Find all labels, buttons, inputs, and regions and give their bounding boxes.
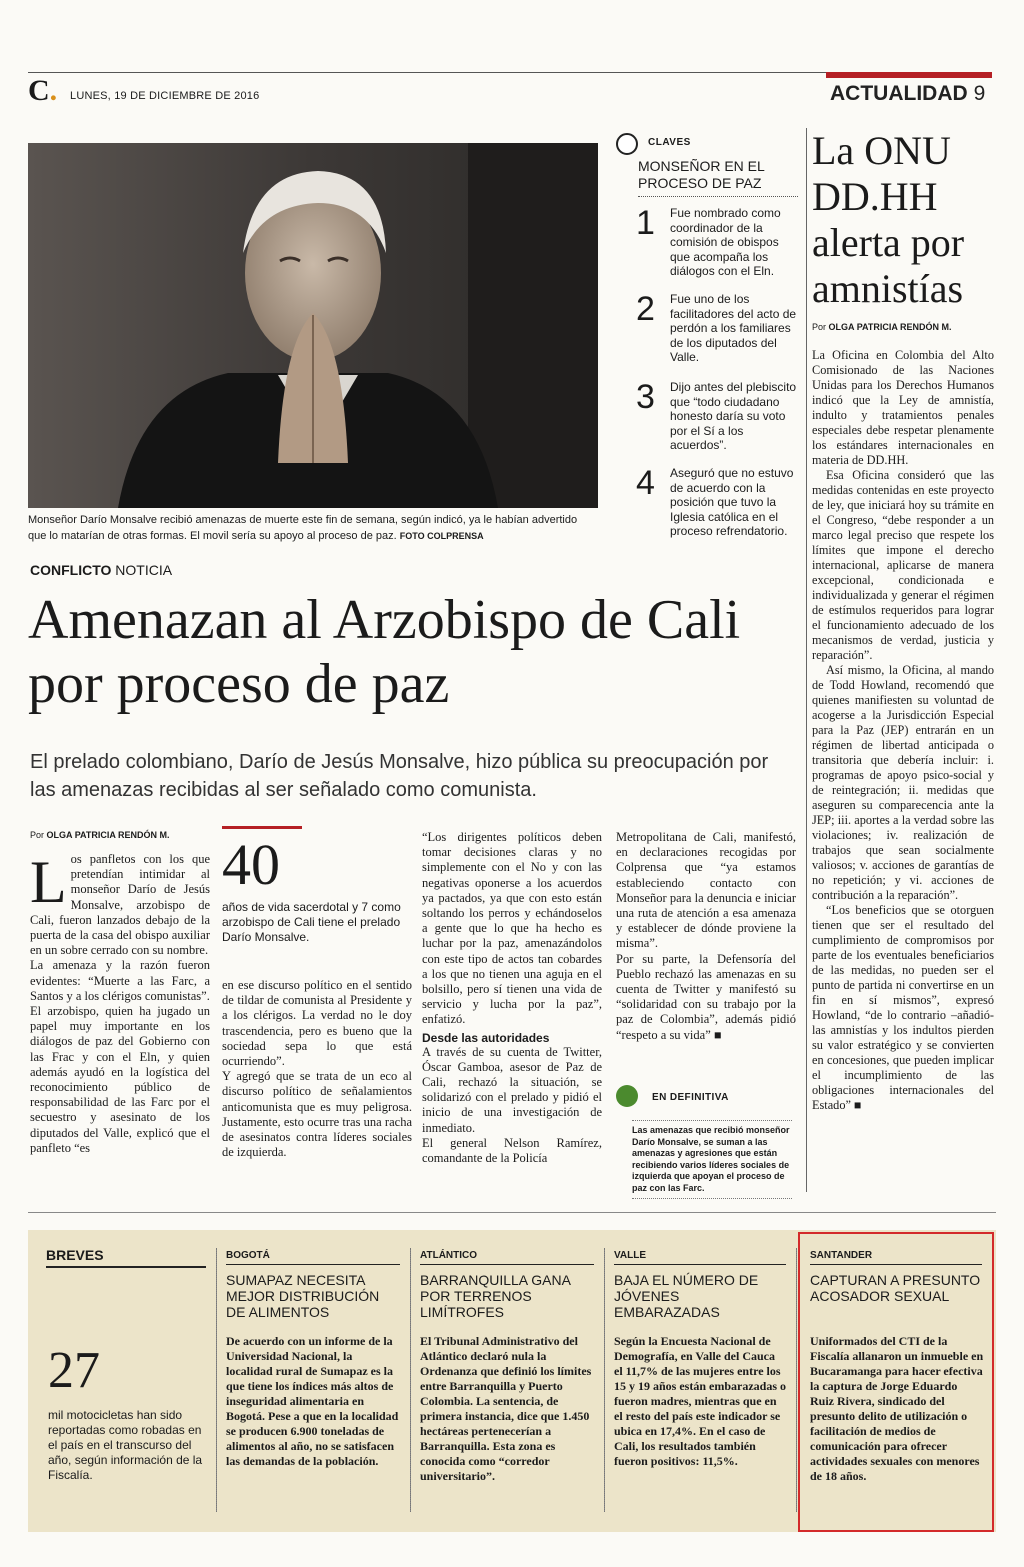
claves-icon xyxy=(616,133,638,155)
breve-place: ATLÁNTICO xyxy=(420,1250,594,1265)
article-byline: Por OLGA PATRICIA RENDÓN M. xyxy=(30,830,170,840)
page-number: 9 xyxy=(973,82,986,105)
paragraph: La Oficina en Colombia del Alto Comisionado de las Naciones Unidas para los Derechos Humanos indicó que la Ley de amnistía, indulto y tratamientos penales especiales debe respetar plenamente los estándares internacionales en materia de DD.HH. xyxy=(812,348,994,467)
article-column-3 xyxy=(422,830,602,1166)
breves-divider xyxy=(604,1248,605,1512)
breve-place: SANTANDER xyxy=(810,1250,982,1265)
section-accent-bar xyxy=(826,72,992,78)
clave-item xyxy=(630,292,800,362)
breve-place: VALLE xyxy=(614,1250,786,1265)
claves-label: CLAVES xyxy=(648,137,691,148)
stat-text: años de vida sacerdotal y 7 como arzobispo de Cali tiene el prelado Darío Monsalve. xyxy=(222,900,401,944)
sidebar-body xyxy=(812,348,994,1113)
breves-divider xyxy=(410,1248,411,1512)
subhead: Desde las autoridades xyxy=(422,1030,550,1045)
stat-number: 40 xyxy=(222,832,280,897)
sidebar-divider xyxy=(806,128,807,1192)
article-column-4 xyxy=(616,830,796,1043)
sidebar-headline: La ONU DD.HH alerta por amnistías xyxy=(812,128,965,311)
breve-title: BARRANQUILLA GANA POR TERRENOS LIMÍTROFES xyxy=(420,1272,571,1320)
breves-divider xyxy=(216,1248,217,1512)
photo-caption: Monseñor Darío Monsalve recibió amenazas de muerte este fin de semana, según indicó, ya le habían advertido que lo matarían de otras formas. El movil sería su apoyo al proceso de paz. FOTO COLPRENSA xyxy=(28,514,578,542)
archbishop-photo xyxy=(28,143,598,508)
band-top-rule xyxy=(28,1212,996,1213)
article-column-2 xyxy=(222,978,412,1160)
dropcap: L xyxy=(30,849,67,915)
paragraph: Así mismo, la Oficina, al mando de Todd Howland, recomendó que quienes manifiesten su voluntad de acogerse a la Jurisdicción Especial para la Paz (JEP) entrarán en un régimen de libertad anticipada o transitoria que debería incluir: i. programas de apoyo psico-social y de reintegración; ii. medidas que aseguren su comparecencia ante la JEP; iii. aportes a la verdad sobre las violaciones; iv. realización de trabajos que sean socialmente valiosos; v. acciones de garantías de no repetición; y vi. acciones de contribución a la reparación”. xyxy=(812,663,994,902)
article-column-1 xyxy=(30,849,210,1156)
claves-title: MONSEÑOR EN EL PROCESO DE PAZ xyxy=(638,158,798,197)
clave-text: Fue nombrado como coordinador de la comisión de obispos que acompaña los diálogos con el Eln. xyxy=(670,206,781,278)
breves-divider xyxy=(796,1248,797,1512)
issue-date: LUNES, 19 DE DICIEMBRE DE 2016 xyxy=(70,90,260,102)
paragraph: os panfletos con los que pretendían intimidar al monseñor Darío de Jesús Monsalve, arzobispo de Cali, fueron lanzados debajo de la puerta de la casa del obispo auxiliar en un sobre cerrado con su nombre. xyxy=(30,852,210,958)
paragraph: “Los beneficios que se otorguen tienen que ser el resultado del cumplimiento de compromisos por parte de los eventuales beneficiarios de las medidas, no pueden ser el punto de partida ni convertirse en un fin en sí mismos”, expresó Howland, “de lo contrario –añadió- las amnistías y los indultos pierden su valor estratégico y se convierten en concesiones, que pueden implicar el incumplimiento de las obligaciones internacionales del Estado” ■ xyxy=(812,903,994,1112)
paragraph: El general Nelson Ramírez, comandante de la Policía xyxy=(422,1135,602,1166)
breve-body: Uniformados del CTI de la Fiscalía allanaron un inmueble en Bucaramanga para hacer efectiva la captura de Jorge Eduardo Ruiz Rivera, sindicado del presunto delito de utilización o facilitación de medios de comunicación para ofrecer actividades sexuales con menores de 18 años. xyxy=(810,1334,984,1483)
paragraph: Esa Oficina consideró que las medidas contenidas en este proyecto de ley, que iniciará hoy su trámite en el Congreso, “debe responder a un marco legal preciso que respete los límites que impone el derecho internacional, aplicarse de manera excepcional, condicionada e individualizada y generar el régimen de estímulos requeridos para lograr el funcionamiento adecuado de los mecanismos de verdad, justicia y reparación”. xyxy=(812,468,994,662)
breve-title: BAJA EL NÚMERO DE JÓVENES EMBARAZADAS xyxy=(614,1272,759,1320)
clave-text: Dijo antes del plebiscito que “todo ciudadano honesto daría su voto por el Sí a los acuerdos”. xyxy=(670,380,797,452)
breves-stat-number: 27 xyxy=(48,1342,100,1399)
breves-label: BREVES xyxy=(46,1247,206,1268)
paragraph: El arzobispo, quien ha jugado un papel muy importante en los diálogos de paz del Gobierno con las Frac y con el Eln, y quien además ayudó en la logística del reconocimiento público de responsabilidad de las Farc por el secuestro y asesinato de los diputados del Valle, explicó que el panfleto “es xyxy=(30,1004,210,1155)
breve-body: Según la Encuesta Nacional de Demografía, en Valle del Cauca el 11,7% de las mujeres entre los 15 y 19 años están embarazadas o fueron madres, mientras que en el resto del país este indicador se ubica en 17,4%. En el caso de Cali, los resultados también fueron positivos: 11,5%. xyxy=(614,1334,787,1468)
clave-text: Fue uno de los facilitadores del acto de perdón a los familiares de los diputados del Valle. xyxy=(670,292,797,364)
definitiva-label: EN DEFINITIVA xyxy=(652,1092,729,1103)
clave-item xyxy=(630,206,800,276)
article-headline: Amenazan al Arzobispo de Cali por proceso de paz xyxy=(28,589,741,715)
clave-text: Aseguró que no estuvo de acuerdo con la posición que tuvo la Iglesia católica en el proceso refrendatorio. xyxy=(670,466,794,538)
paragraph: en ese discurso político en el sentido de tildar de comunista al Presidente y a los clérigos. La verdad no le doy trascendencia, pero es bueno que la sociedad sepa lo que está ocurriendo”. xyxy=(222,978,412,1069)
paragraph: Y agregó que se trata de un eco al discurso político de señalamientos anticomunista que es muy peligrosa. Justamente, esto ocurre tras una racha de asesinatos contra líderes sociales de izquierda. xyxy=(222,1069,412,1160)
breve-body: De acuerdo con un informe de la Universidad Nacional, la localidad rural de Sumapaz es la que tiene los índices más altos de inseguridad alimentaria en Bogotá. Pese a que en la localidad se producen 6.900 toneladas de alimentos al año, no se satisfacen las demandas de la población. xyxy=(226,1334,399,1468)
clave-item xyxy=(630,380,800,450)
article-kicker: CONFLICTO NOTICIA xyxy=(30,562,173,578)
definitiva-text: Las amenazas que recibió monseñor Darío Monsalve, se suman a las amenazas y agresiones que están recibiendo varios líderes sociales de izquierda que apoyan el proceso de paz con las Farc. xyxy=(632,1120,792,1199)
clave-number: 3 xyxy=(636,378,655,416)
paragraph: “Los dirigentes políticos deben tomar decisiones claras y no simplemente con el No y con las negativas oponerse a los acuerdos ya pactados, ya que con esto están soltando los perros y echándoselos a gente que lo que ha hecho es luchar por la paz, amenazándolos con este tipo de actos tan cobardes a los que no tienen una aguja en el bolsillo, pero sí tienen una vida de servicio y lucha por la paz”, enfatizó. xyxy=(422,830,602,1027)
sidebar-byline: Por OLGA PATRICIA RENDÓN M. xyxy=(812,322,952,332)
clave-number: 4 xyxy=(636,464,655,502)
clave-item xyxy=(630,466,800,536)
article-deck: El prelado colombiano, Darío de Jesús Monsalve, hizo pública su preocupación por las amenazas recibidas al ser señalado como comunista. xyxy=(30,751,769,801)
breve-title: CAPTURAN A PRESUNTO ACOSADOR SEXUAL xyxy=(810,1272,981,1304)
breve-body: El Tribunal Administrativo del Atlántico declaró nula la Ordenanza que definió los límites entre Barranquilla y Puerto Colombia. La sentencia, de primera instancia, dice que 1.450 hectáreas pertenecerían a Barranquilla. Esta zona es conocida como “corredor universitario”. xyxy=(420,1334,592,1483)
paragraph: La amenaza y la razón fueron evidentes: “Muerte a las Farc, a Santos y a los clérigos comunistas”. xyxy=(30,958,210,1003)
clave-number: 1 xyxy=(636,204,655,242)
newspaper-logo: C. xyxy=(28,74,58,107)
paragraph: Metropolitana de Cali, manifestó, en declaraciones recogidas por Colprensa que “ya estamos estableciendo contacto con Monseñor para la denuncia e iniciar una ruta de atención a esa amenaza y establecer de dónde proviene la misma”. xyxy=(616,830,796,951)
breve-place: BOGOTÁ xyxy=(226,1250,400,1265)
stat-accent-rule xyxy=(222,826,302,829)
paragraph: A través de su cuenta de Twitter, Óscar Gamboa, asesor de Paz de Cali, rechazó la situación, se solidarizó con el prelado y pidió el inicio de una investigación de inmediato. xyxy=(422,1044,602,1135)
definitiva-icon xyxy=(616,1085,638,1107)
clave-number: 2 xyxy=(636,290,655,328)
section-label: ACTUALIDAD 9 xyxy=(830,82,986,105)
paragraph: Por su parte, la Defensoría del Pueblo rechazó las amenazas en su cuenta de Twitter y manifestó su “solidaridad con su trabajo por la paz de Colombia”, además pidió “respeto a su vida” ■ xyxy=(616,951,796,1042)
breve-title: SUMAPAZ NECESITA MEJOR DISTRIBUCIÓN DE ALIMENTOS xyxy=(226,1272,380,1320)
breves-stat-text: mil motocicletas han sido reportadas como robadas en el país en el transcurso del año, según información de la Fiscalía. xyxy=(48,1408,203,1482)
photo-credit: FOTO COLPRENSA xyxy=(399,531,484,541)
